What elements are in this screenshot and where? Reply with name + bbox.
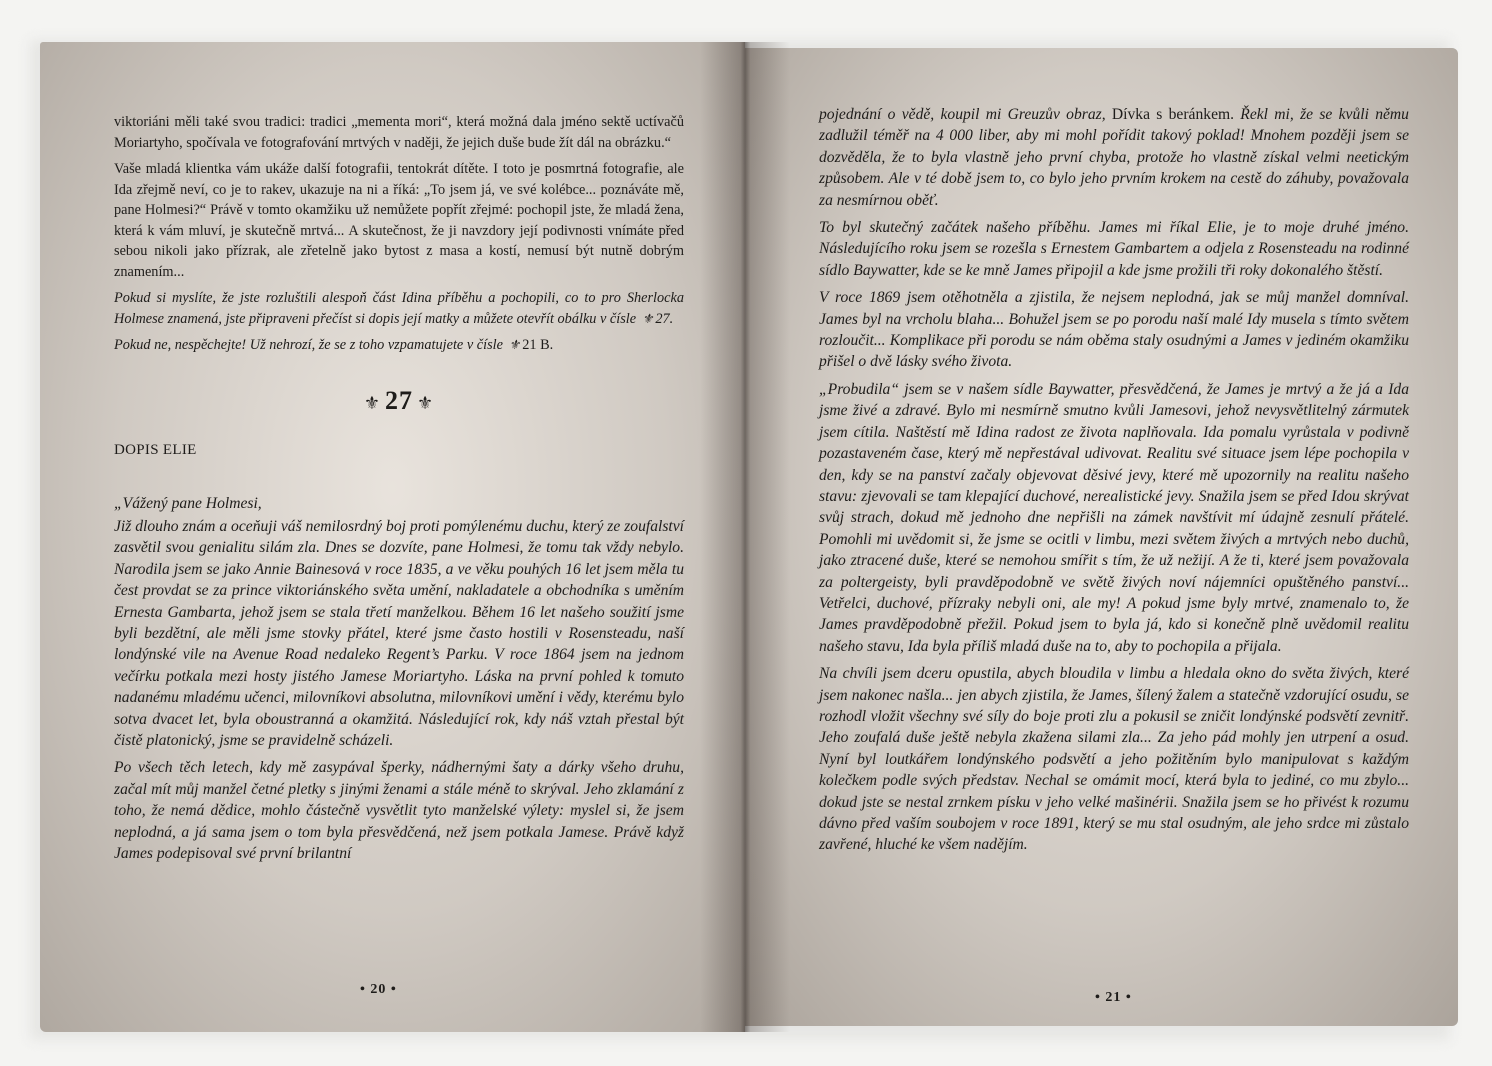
choice-1-text: Pokud si myslíte, že jste rozluštili alespoň část Idina příběhu a pochopili, co to pro Sherlocka Holmese znamená, jste připraveni přečíst si dopis její matky a můžete otevřít obálku v čísle (114, 290, 684, 327)
letter-paragraph: Na chvíli jsem dceru opustila, abych bloudila v limbu a hledala okno do světa živých, které jsem nakonec našla... jen abych zjistila, že James, šílený žalem a statečně vzdorující osudu, se rozhodl vložit všechny své síly do boje proti zlu a pokusil se zničit londýnské podsvětí zevnitř. Jeho zoufalá duše ještě nebyla zkažena silami zla... Za jeho pád mohly jen utrpení a osud. Nyní byl loutkářem londýnského podsvětí a jeho požitěním bylo manipulovat s každým kolečkem podle svých představ. Nechal se omámit mocí, která byla to jediné, co mu zbylo... dokud jste se nestal zrnkem písku v jeho velké mašinérii. Snažila jsem se ho přivést k rozumu dávno před vaším soubojem v roce 1891, který se mu stal osudným, ale jeho srdce mi zůstalo zavřené, hluché ke všem nadějím. (819, 665, 1409, 854)
letter-paragraph: V roce 1869 jsem otěhotněla a zjistila, že nejsem neplodná, jak se můj manžel domníval. James byl na vrcholu blaha... Bohužel jsem se po porodu naší malé Idy musela s tímto světem rozloučit... Komplikace při porodu se nám oběma staly osudnými a James v jediném okamžiku přišel o dvě lásky svého života. (819, 289, 1409, 371)
letter-paragraph: To byl skutečný začátek našeho příběhu. James mi říkal Elie, je to moje druhé jméno. Následujícího roku jsem se rozešla s Ernestem Gambartem a odjela z Rosensteadu na rodinné sídlo Baywatter, kde se ke mně James připojil a kde jsme prožili tři roky dokonalého štěstí. (819, 219, 1409, 279)
page-number: • 21 • (1095, 990, 1132, 1005)
ornament-left-icon: ⚜ (363, 392, 381, 413)
left-paragraph: viktoriáni měli také svou tradici: tradici „mementa mori“, která možná dala jméno sektě uctívačů Moriartyho, spočívala ve fotografování mrtvých v naději, že jejich duše bude žít dál na obrázku.“ (114, 114, 684, 151)
paragraph-end: Řekl mi, že se kvůli němu zadlužil téměř na 4 000 liber, aby mi mohl pořídit takový poklad! Mnohem později jsem se dozvěděla, že to byla vlastně jeho první chyba, protože ho vlastně získal velmi neetickým způsobem. Ale v té době jsem to, co bylo jeho prvním krokem na cestě do záhuby, považovala za nesmírnou oběť. (819, 106, 1409, 209)
left-paragraph: Vaše mladá klientka vám ukáže další fotografii, tentokrát dítěte. I toto je posmrtná fotografie, ale Ida zřejmě neví, co je to rakev, ukazuje na ni a říká: „To jsem já, ve své kolébce... poznáváte mě, pane Holmesi?“ Právě v tomto okamžiku už nemůžete popřít zřejmé: pochopil jste, že mladá žena, která k vám mluví, je skutečně mrtvá... A skutečnost, že ji navzdory její podivnosti vnímáte před sebou nikoli jako přízrak, ale zřetelně jako bytost z masa a kostí, nemusí být nutně dobrým znamením... (114, 161, 684, 280)
letter-paragraph: „Probudila“ jsem se v našem sídle Baywatter, přesvědčená, že James je mrtvý a že já a Ida jsme živé a zdravé. Bylo mi nesmírně smutno kvůli Jamesovi, jehož nevysvětlitelný zármutek jsem cítila. Naštěstí mě Idina radost ze života naplňovala. Ida pomalu vyrůstala v podivně pozastaveném čase, který mě nepřestával udivovat. Realitu své situace jsem lépe pochopila v den, kdy se na panství začaly objevovat děsivé jevy, které mě upozornily na realitu našeho stavu: zjevovali se tam klepající duchové, nerealistické jevy. Snažila jsem se před Idou skrývat svůj strach, dokud mě jednoho dne nepřišli na zámek navštívit mí údajně zesnulí přátelé. Pomohli mi uvědomit si, že jsme se ocitli v limbu, mezi světem živých a mrtvých nebo duchů, jako ztracené duše, které se nemohou smířit s tím, že už nežijí. A že ti, které jsem považovala za poltergeisty, byli pravděpodobně ve světě živých noví nájemníci opuštěného panství... Vetřelci, duchové, přízraky nebyli oni, ale my! A pokud jsme byly mrtvé, znamenalo to, že James pravděpodobně přežil. Pokud jsem to byla já, kdo si konečně plně uvědomil realitu našeho stavu, Ida byla příliš mladá duše na to, aby to pochopila a přijala. (819, 380, 1409, 655)
section-number-heading (114, 386, 684, 416)
choice-2-text: Pokud ne, nespěchejte! Už nehrozí, že se z toho vzpamatujete v čísle (114, 337, 503, 353)
choice-2-ref: 21 B. (522, 337, 554, 353)
fleur-de-lis-icon: ⚜ (508, 337, 521, 352)
left-page (40, 42, 745, 1032)
choice-1-ref: 27. (655, 310, 674, 327)
page-number: • 20 • (360, 982, 397, 997)
paragraph-start: pojednání o vědě, koupil mi Greuzův obraz, (819, 106, 1112, 123)
section-number: 27 (385, 385, 413, 415)
right-page (745, 48, 1458, 1026)
section-title: DOPIS ELIE (114, 441, 197, 458)
choice-2 (114, 335, 684, 356)
choice-1 (114, 288, 684, 329)
fleur-de-lis-icon: ⚜ (641, 310, 654, 326)
letter-paragraph (819, 104, 1409, 211)
ornament-right-icon: ⚜ (417, 392, 435, 413)
painting-title: Dívka s beránkem. (1111, 106, 1235, 123)
letter-paragraph: Po všech těch letech, kdy mě zasypával šperky, nádhernými šaty a dárky všeho druhu, začal mít můj manžel četné pletky s jinými ženami a stále méně to skrýval. Jeho zklamání z toho, že nemá dědice, mohlo částečně vysvětlit tyto manželské výlety: myslel si, že jsem neplodná, a já sama jsem o tom byla přesvědčená, než jsem potkala Jamese. Právě když James podepisoval své první brilantní (114, 759, 684, 862)
right-text-column (819, 104, 1409, 862)
left-text-column (114, 112, 684, 870)
letter-paragraph: Již dlouho znám a oceňuji váš nemilosrdný boj proti pomýlenému duchu, který ze zoufalství zasvětil svou genialitu silám zla. Dnes se dozvíte, pane Holmesi, že tomu tak vždy nebylo. Narodila jsem se jako Annie Bainesová v roce 1835, a ve věku pouhých 16 let jsem měla tu čest provdat se za prince viktoriánského světa umění, nakladatele a obchodníka s uměním Ernesta Gambarta, jehož jsem se stala třetí manželkou. Během 16 let našeho soužití jsme byli bezdětní, ale měli jsme stovky přátel, které jsme často hostili v Rosensteadu, naší londýnské vile na Avenue Road nedaleko Regent’s Parku. V roce 1864 jsem na jednom večírku potkala mezi hosty jistého Jamese Moriartyho. Láska na první pohled k tomuto nadanému mladému učenci, milovníkovi absolutna, milovníkovi umění i vědy, kterému bylo sotva dvacet let, byla oboustranná a okamžitá. Následující rok, kdy náš vztah přestal být čistě platonický, jsme se pravidelně scházeli. (114, 517, 684, 749)
letter-salutation: „Vážený pane Holmesi, (114, 494, 262, 512)
